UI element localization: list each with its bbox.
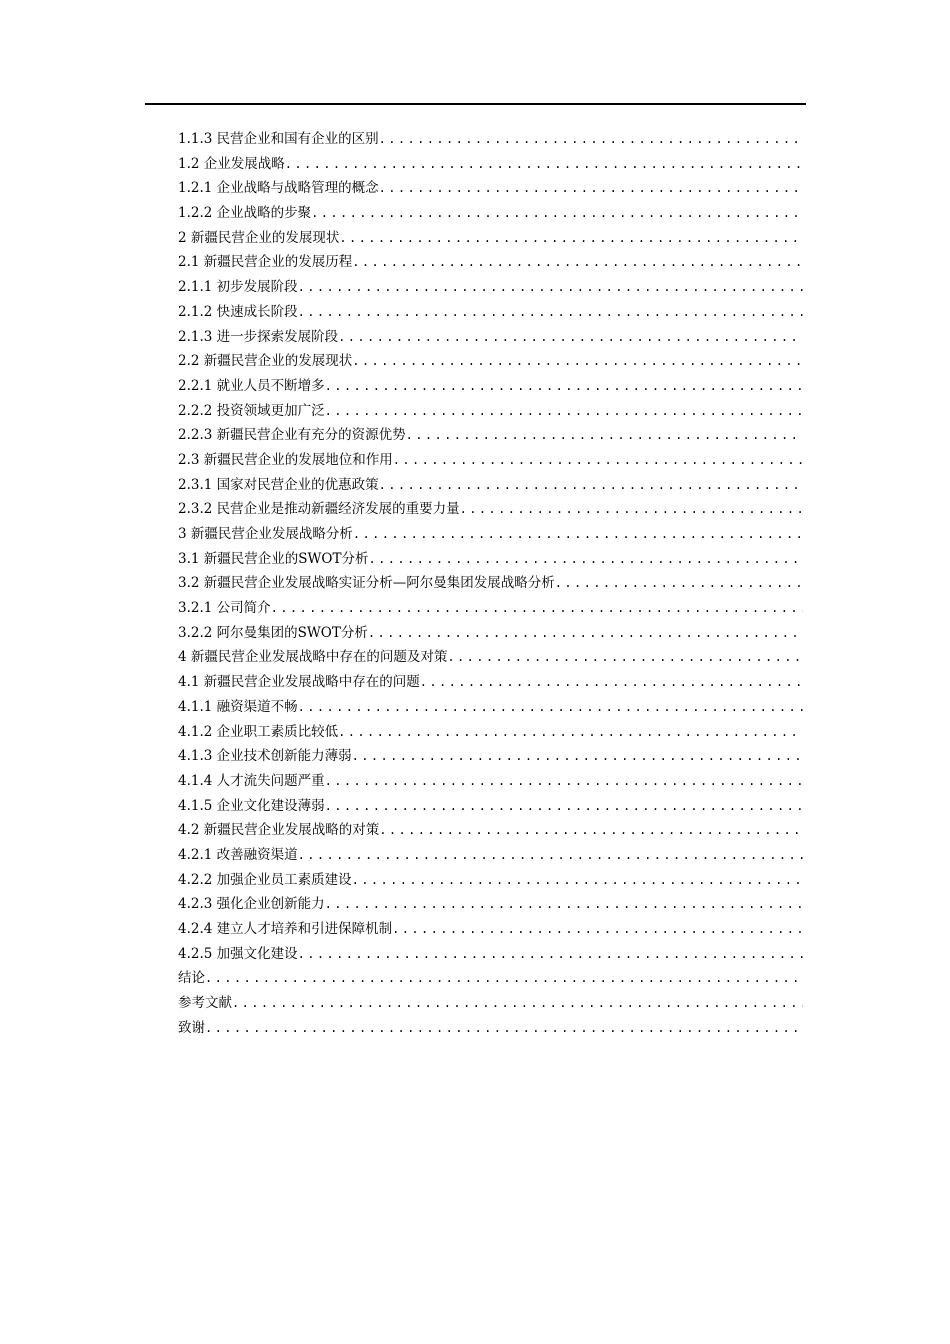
toc-entry[interactable] [178,645,803,670]
toc-entry[interactable] [178,695,803,720]
toc-dot-leader [368,547,803,572]
toc-entry-label: 2.2 新疆民营企业的发展现状 [178,353,353,370]
toc-entry-label: 2.2.3 新疆民营企业有充分的资源优势 [178,427,406,444]
toc-dot-leader [379,473,803,498]
toc-dot-leader [352,744,803,769]
toc-entry-label: 参考文献 [178,995,232,1012]
toc-entry-label: 3.1 新疆民营企业的SWOT分析 [178,550,369,567]
toc-dot-leader [298,843,803,868]
toc-entry[interactable] [178,621,803,646]
toc-dot-leader [352,250,803,275]
toc-entry[interactable] [178,991,803,1016]
toc-entry[interactable] [178,226,803,251]
toc-dot-leader [406,423,803,448]
toc-dot-leader [379,176,803,201]
toc-entry[interactable] [178,843,803,868]
toc-entry[interactable] [178,670,803,695]
toc-entry-label: 2.1.3 进一步探索发展阶段 [178,328,339,345]
toc-entry-label: 2 新疆民营企业的发展现状 [178,229,340,246]
toc-entry[interactable] [178,127,803,152]
toc-entry-label: 4 新疆民营企业发展战略中存在的问题及对策 [178,649,448,666]
toc-dot-leader [393,448,803,473]
toc-entry-label: 致谢 [178,1019,205,1036]
toc-dot-leader [353,522,803,547]
toc-dot-leader [298,695,803,720]
toc-entry[interactable] [178,152,803,177]
toc-entry-label: 4.2.2 加强企业员工素质建设 [178,871,352,888]
toc-entry-label: 2.3 新疆民营企业的发展地位和作用 [178,451,393,468]
toc-entry-label: 3.2.2 阿尔曼集团的SWOT分析 [178,624,368,641]
toc-dot-leader [379,818,803,843]
toc-dot-leader [298,300,803,325]
toc-entry[interactable] [178,399,803,424]
toc-dot-leader [205,1016,803,1041]
toc-entry[interactable] [178,892,803,917]
toc-entry-label: 2.1.1 初步发展阶段 [178,279,298,296]
toc-entry-label: 1.2 企业发展战略 [178,155,285,172]
toc-entry-label: 4.1 新疆民营企业发展战略中存在的问题 [178,674,420,691]
toc-entry[interactable] [178,423,803,448]
toc-entry[interactable] [178,300,803,325]
toc-entry-label: 2.1.2 快速成长阶段 [178,303,298,320]
toc-entry-label: 4.1.3 企业技术创新能力薄弱 [178,748,352,765]
toc-entry-label: 2.1 新疆民营企业的发展历程 [178,254,353,271]
toc-entry-label: 3 新疆民营企业发展战略分析 [178,526,353,542]
toc-entry-label: 4.2.4 建立人才培养和引进保障机制 [178,921,393,937]
toc-entry-label: 2.2.1 就业人员不断增多 [178,377,325,394]
toc-entry-label: 4.2.1 改善融资渠道 [178,846,298,863]
toc-dot-leader [325,892,803,917]
toc-entry[interactable] [178,720,803,745]
toc-dot-leader [368,621,803,646]
toc-entry-label: 4.1.2 企业职工素质比较低 [178,723,339,740]
toc-dot-leader [460,497,803,522]
toc-dot-leader [285,152,803,177]
toc-dot-leader [325,794,803,819]
toc-entry-label: 1.2.2 企业战略的步聚 [178,205,312,222]
toc-entry[interactable] [178,942,803,967]
toc-entry-label: 4.2.5 加强文化建设 [178,945,298,962]
toc-entry[interactable] [178,201,803,226]
toc-entry[interactable] [178,374,803,399]
toc-dot-leader [232,991,803,1016]
toc-dot-leader [352,349,803,374]
toc-entry-label: 4.1.5 企业文化建设薄弱 [178,797,325,814]
toc-entry[interactable] [178,868,803,893]
toc-dot-leader [298,942,803,967]
toc-dot-leader [339,226,803,251]
toc-entry[interactable] [178,1016,803,1041]
toc-entry-label: 4.2 新疆民营企业发展战略的对策 [178,822,380,839]
toc-dot-leader [325,399,803,424]
toc-entry-label: 1.1.3 民营企业和国有企业的区别 [178,131,379,147]
toc-entry-label: 4.2.3 强化企业创新能力 [178,896,325,913]
toc-dot-leader [420,670,803,695]
toc-entry[interactable] [178,250,803,275]
toc-dot-leader [379,127,803,152]
toc-entry-label: 2.2.2 投资领域更加广泛 [178,402,325,419]
toc-dot-leader [447,645,803,670]
toc-entry-label: 2.3.2 民营企业是推动新疆经济发展的重要力量 [178,501,460,518]
toc-dot-leader [325,769,803,794]
toc-dot-leader [298,275,803,300]
toc-entry[interactable] [178,473,803,498]
toc-entry-label: 结论 [178,970,205,987]
header-rule [145,103,806,105]
toc-dot-leader [338,720,803,745]
toc-entry[interactable] [178,596,803,621]
toc-dot-leader [311,201,803,226]
toc-entry-label: 1.2.1 企业战略与战略管理的概念 [178,180,379,197]
toc-entry[interactable] [178,571,803,596]
toc-dot-leader [555,571,803,596]
toc-entry[interactable] [178,769,803,794]
toc-entry[interactable] [178,917,803,942]
toc-entry[interactable] [178,966,803,991]
toc-entry[interactable] [178,794,803,819]
toc-dot-leader [325,374,803,399]
toc-entry-label: 4.1.1 融资渠道不畅 [178,698,298,715]
toc-entry[interactable] [178,275,803,300]
toc-entry[interactable] [178,325,803,350]
toc-entry[interactable] [178,176,803,201]
toc-entry[interactable] [178,522,803,547]
toc-dot-leader [352,868,803,893]
toc-entry-label: 4.1.4 人才流失问题严重 [178,772,325,789]
table-of-contents [178,127,803,1040]
toc-entry[interactable] [178,547,803,572]
toc-entry[interactable] [178,448,803,473]
toc-entry-label: 2.3.1 国家对民营企业的优惠政策 [178,476,379,493]
toc-entry[interactable] [178,497,803,522]
toc-dot-leader [205,966,803,991]
toc-dot-leader [271,596,803,621]
toc-entry-label: 3.2.1 公司简介 [178,600,271,617]
toc-entry[interactable] [178,744,803,769]
toc-entry-label: 3.2 新疆民营企业发展战略实证分析—阿尔曼集团发展战略分析 [178,575,555,592]
toc-entry[interactable] [178,818,803,843]
toc-entry[interactable] [178,349,803,374]
toc-dot-leader [392,917,803,942]
toc-dot-leader [338,325,803,350]
